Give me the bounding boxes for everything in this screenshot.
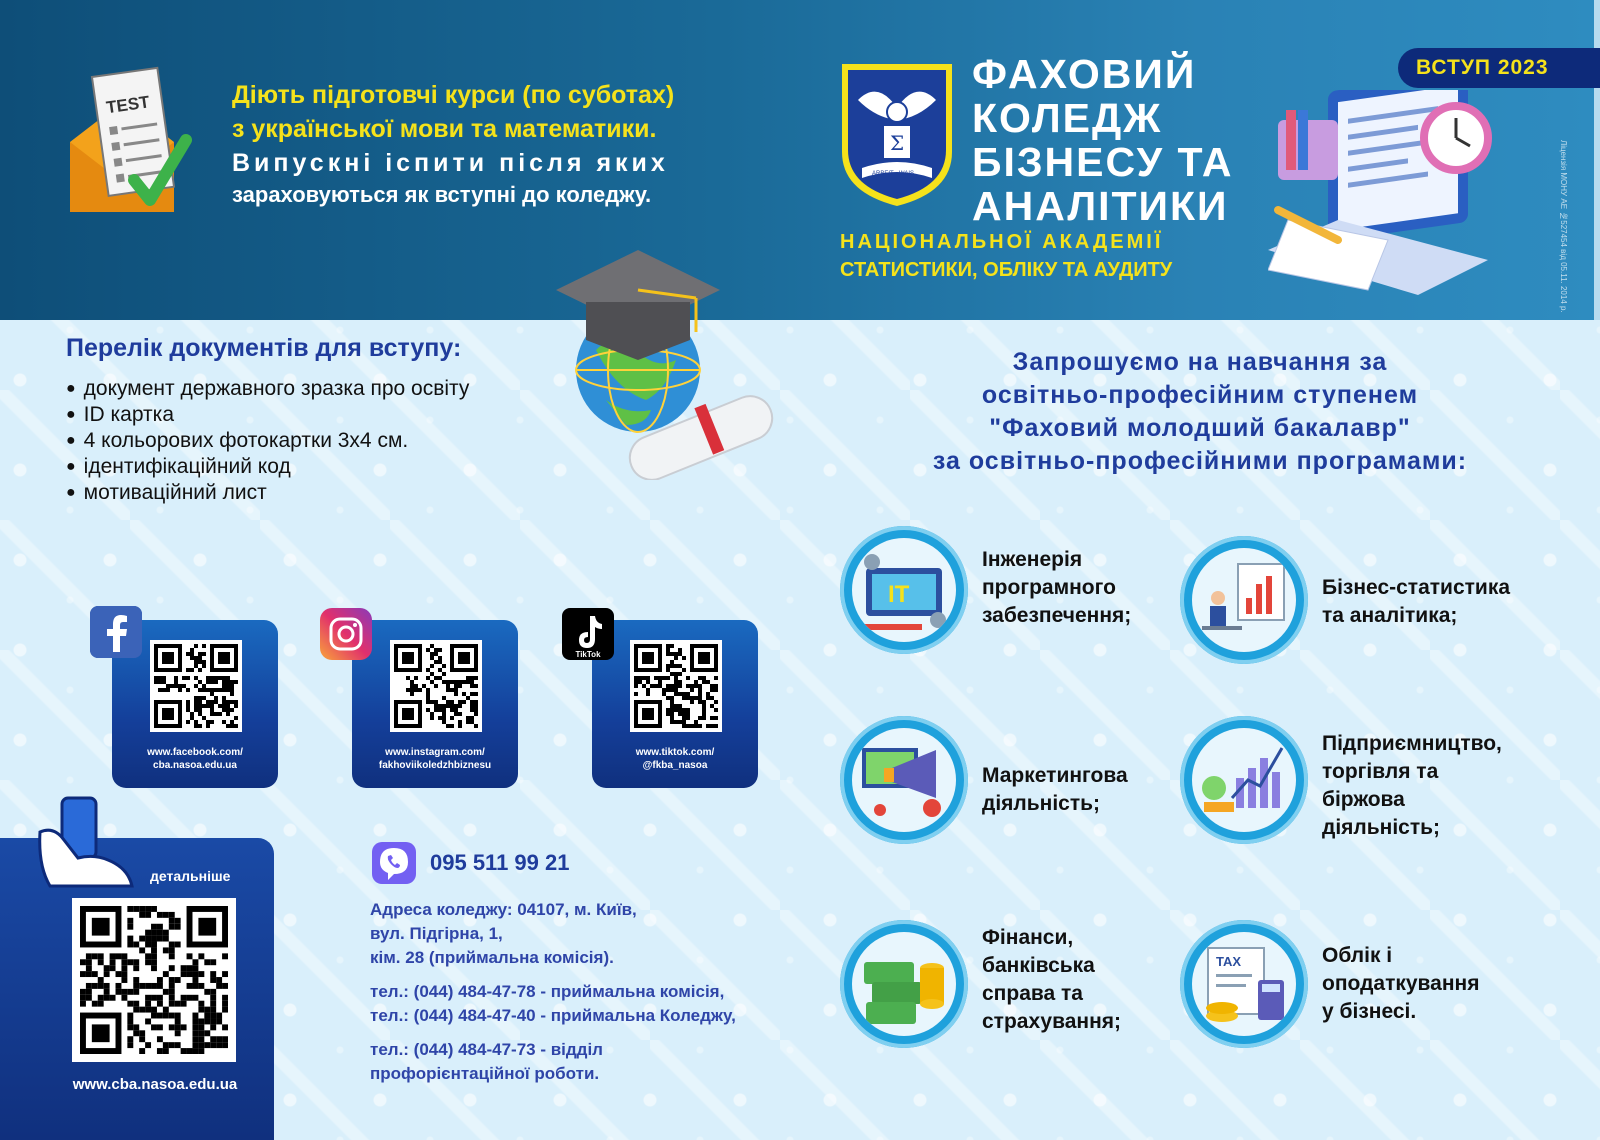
label-line: торгівля та — [1322, 760, 1439, 783]
phones-block — [370, 980, 736, 1028]
list-item: ● ідентифікаційний код — [66, 454, 469, 480]
list-item: ● ID картка — [66, 402, 469, 428]
tel-line: тел.: (044) 484-47-73 - відділ — [370, 1040, 603, 1059]
svg-text:TEST: TEST — [105, 92, 151, 118]
tiktok-qr-code[interactable] — [630, 640, 722, 732]
contact-info — [370, 898, 736, 1096]
license-note: Ліцензія МОНУ АЕ №527454 від 05.11. 2014 р. — [1559, 140, 1568, 313]
tel-line: тел.: (044) 484-47-78 - приймальна комісія, — [370, 982, 725, 1001]
label-line: Облік і — [1322, 944, 1393, 967]
instagram-qr-code[interactable] — [390, 640, 482, 732]
label-line: діяльність; — [982, 792, 1101, 815]
url-line: @fkba_nasoa — [642, 760, 708, 771]
program-business-statistics-icon — [1180, 536, 1308, 664]
svg-text:ARBEIT · WAIS: ARBEIT · WAIS — [872, 171, 915, 177]
url-line: fakhoviikoledzhbiznesu — [378, 760, 492, 771]
college-name-line-3: БІЗНЕСУ ТА — [972, 139, 1234, 185]
program-label-software-engineering — [982, 546, 1131, 630]
promo-line-1: Діють підготовчі курси (по суботах) — [232, 81, 675, 109]
college-name-line-1: ФАХОВИЙ — [972, 51, 1197, 97]
label-line: діяльність; — [1322, 816, 1441, 839]
list-item: ● мотиваційний лист — [66, 480, 469, 506]
label-line: та аналітика; — [1322, 604, 1458, 627]
details-label: детальніше — [150, 868, 231, 884]
label-line: страхування; — [982, 1010, 1122, 1033]
url-line: www.tiktok.com/ — [635, 747, 715, 758]
tiktok-icon — [562, 608, 614, 660]
website-link[interactable]: www.cba.nasoa.edu.ua — [72, 1076, 238, 1093]
label-line: забезпечення; — [982, 604, 1132, 627]
website-qr-code[interactable] — [72, 898, 236, 1062]
promo-line-2: з української мови та математики. — [232, 115, 657, 143]
svg-text:TAX: TAX — [1216, 954, 1242, 969]
url-line: www.instagram.com/ — [385, 747, 485, 758]
address-line: кім. 28 (приймальна комісія). — [370, 948, 614, 967]
label-line: Маркетингова — [982, 764, 1128, 787]
label-line: програмного — [982, 576, 1116, 599]
promo-line-4: зараховуються як вступні до коледжу. — [232, 182, 652, 207]
program-software-engineering-icon — [840, 526, 968, 654]
svg-text:IT: IT — [888, 581, 910, 608]
invite-line-4: за освітньо-професійними програмами: — [932, 447, 1468, 475]
career-phone-block — [370, 1038, 736, 1086]
url-line: www.facebook.com/ — [147, 747, 243, 758]
instagram-url[interactable] — [352, 746, 518, 772]
label-line: банківська — [982, 954, 1095, 977]
instagram-icon — [320, 608, 372, 660]
college-name-line-2: КОЛЕДЖ — [972, 95, 1163, 141]
program-label-business-statistics — [1322, 574, 1510, 630]
admission-year-badge: ВСТУП 2023 — [1398, 48, 1600, 88]
program-label-entrepreneurship — [1322, 730, 1502, 842]
academy-name — [840, 228, 1172, 284]
program-marketing-icon — [840, 716, 968, 844]
documents-title: Перелік документів для вступу: — [66, 334, 462, 362]
phone-number[interactable]: 095 511 99 21 — [430, 850, 570, 875]
url-line: cba.nasoa.edu.ua — [153, 760, 237, 771]
invite-line-2: освітньо-професійним ступенем — [981, 381, 1419, 409]
viber-icon — [370, 840, 418, 886]
list-item: ● документ державного зразка про освіту — [66, 376, 469, 402]
invite-line-1: Запрошуємо на навчання за — [1012, 348, 1388, 376]
label-line: у бізнесі. — [1322, 1000, 1417, 1023]
svg-text:TikTok: TikTok — [575, 650, 601, 659]
label-line: справа та — [982, 982, 1083, 1005]
label-line: Фінанси, — [982, 926, 1074, 949]
program-accounting-tax-icon — [1180, 920, 1308, 1048]
invitation-heading — [860, 346, 1540, 478]
svg-text:Σ: Σ — [890, 131, 905, 155]
facebook-qr-code[interactable] — [150, 640, 242, 732]
college-crest-icon — [838, 60, 956, 210]
program-entrepreneurship-icon — [1180, 716, 1308, 844]
program-finance-icon — [840, 920, 968, 1048]
label-line: Інженерія — [982, 548, 1083, 571]
invite-line-3: "Фаховий молодший бакалавр" — [989, 414, 1411, 442]
college-name-line-4: АНАЛІТИКИ — [972, 183, 1229, 229]
college-name — [972, 52, 1234, 228]
address-line: вул. Підгірна, 1, — [370, 924, 503, 943]
label-line: оподаткування — [1322, 972, 1480, 995]
label-line: Підприємництво, — [1322, 732, 1502, 755]
smartphone-hand-icon — [34, 796, 138, 888]
facebook-url[interactable] — [112, 746, 278, 772]
tiktok-card[interactable] — [592, 620, 758, 788]
tel-line: тел.: (044) 484-47-40 - приймальна Коледжу, — [370, 1006, 736, 1025]
program-label-finance — [982, 924, 1121, 1036]
tel-line: профорієнтаційної роботи. — [370, 1064, 600, 1083]
academy-line-2: СТАТИСТИКИ, ОБЛІКУ ТА АУДИТУ — [840, 259, 1173, 281]
label-line: Бізнес-статистика — [1322, 576, 1511, 599]
laptop-quiz-illustration-icon — [1268, 90, 1498, 305]
list-item: ● 4 кольорових фотокартки 3х4 см. — [66, 428, 469, 454]
academy-line-1: НАЦІОНАЛЬНОЇ АКАДЕМІЇ — [840, 231, 1164, 253]
address-line: Адреса коледжу: 04107, м. Київ, — [370, 900, 637, 919]
program-label-accounting-tax — [1322, 942, 1479, 1026]
documents-list — [66, 376, 469, 506]
test-envelope-icon — [62, 62, 192, 222]
promo-line-3: Випускні іспити після яких — [232, 149, 669, 177]
program-label-marketing — [982, 762, 1128, 818]
label-line: біржова — [1322, 788, 1405, 811]
facebook-icon — [90, 606, 142, 658]
tiktok-url[interactable] — [592, 746, 758, 772]
instagram-card[interactable] — [352, 620, 518, 788]
address-block — [370, 898, 736, 970]
prep-courses-notice — [232, 78, 772, 210]
graduation-cap-globe-icon — [556, 240, 786, 480]
